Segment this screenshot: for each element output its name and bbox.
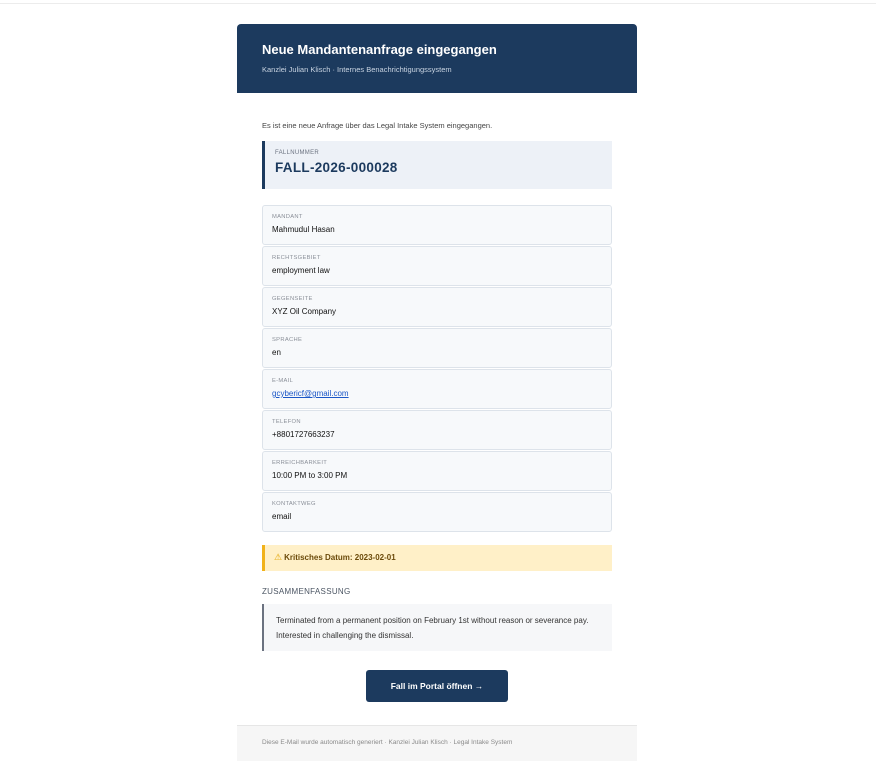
summary-heading: ZUSAMMENFASSUNG: [262, 587, 351, 596]
field-label: RECHTSGEBIET: [272, 255, 321, 261]
field-phone: [262, 410, 612, 450]
field-value: +8801727663237: [272, 430, 335, 439]
email-link[interactable]: gcybericf@gmail.com: [272, 389, 349, 398]
field-value: XYZ Oil Company: [272, 307, 337, 316]
warning-icon: ⚠: [274, 552, 283, 562]
field-label: KONTAKTWEG: [272, 501, 316, 507]
field-label: E-MAIL: [272, 378, 294, 384]
field-contact-method: [262, 492, 612, 532]
case-number-box: [262, 141, 612, 189]
email-subtitle: Kanzlei Julian Klisch · Internes Benachrichtigungssystem: [262, 65, 452, 74]
open-in-portal-button[interactable]: Fall im Portal öffnen →: [366, 670, 508, 702]
email-header: [237, 24, 637, 93]
field-label: MANDANT: [272, 214, 303, 220]
field-legal-area: [262, 246, 612, 286]
field-value: 10:00 PM to 3:00 PM: [272, 471, 348, 480]
top-divider: [0, 3, 876, 4]
critical-date-alert: [262, 545, 612, 571]
email-body: [237, 121, 637, 702]
field-label: SPRACHE: [272, 337, 303, 343]
field-email: [262, 369, 612, 409]
details-list: [262, 205, 612, 532]
email-title: Neue Mandantenanfrage eingegangen: [262, 42, 497, 57]
case-number: FALL-2026-000028: [275, 160, 398, 175]
email-footer: Diese E-Mail wurde automatisch generiert · Kanzlei Julian Klisch · Legal Intake System: [237, 725, 637, 761]
field-language: [262, 328, 612, 368]
field-value: Mahmudul Hasan: [272, 225, 335, 234]
field-label: TELEFON: [272, 419, 301, 425]
field-label: GEGENSEITE: [272, 296, 313, 302]
field-value: en: [272, 348, 281, 357]
summary-text: Terminated from a permanent position on February 1st without reason or severance pay. Interested in challenging the dismissal.: [262, 604, 612, 651]
field-availability: [262, 451, 612, 491]
button-container: [262, 670, 612, 702]
critical-date-text: Kritisches Datum: 2023-02-01: [284, 553, 396, 562]
field-value: email: [272, 512, 292, 521]
email-card: [237, 24, 637, 761]
field-value: employment law: [272, 266, 330, 275]
field-label: ERREICHBARKEIT: [272, 460, 328, 466]
field-opposing-party: [262, 287, 612, 327]
field-client: [262, 205, 612, 245]
intro-text: Es ist eine neue Anfrage über das Legal Intake System eingegangen.: [262, 121, 493, 130]
case-number-label: FALLNUMMER: [275, 150, 320, 156]
